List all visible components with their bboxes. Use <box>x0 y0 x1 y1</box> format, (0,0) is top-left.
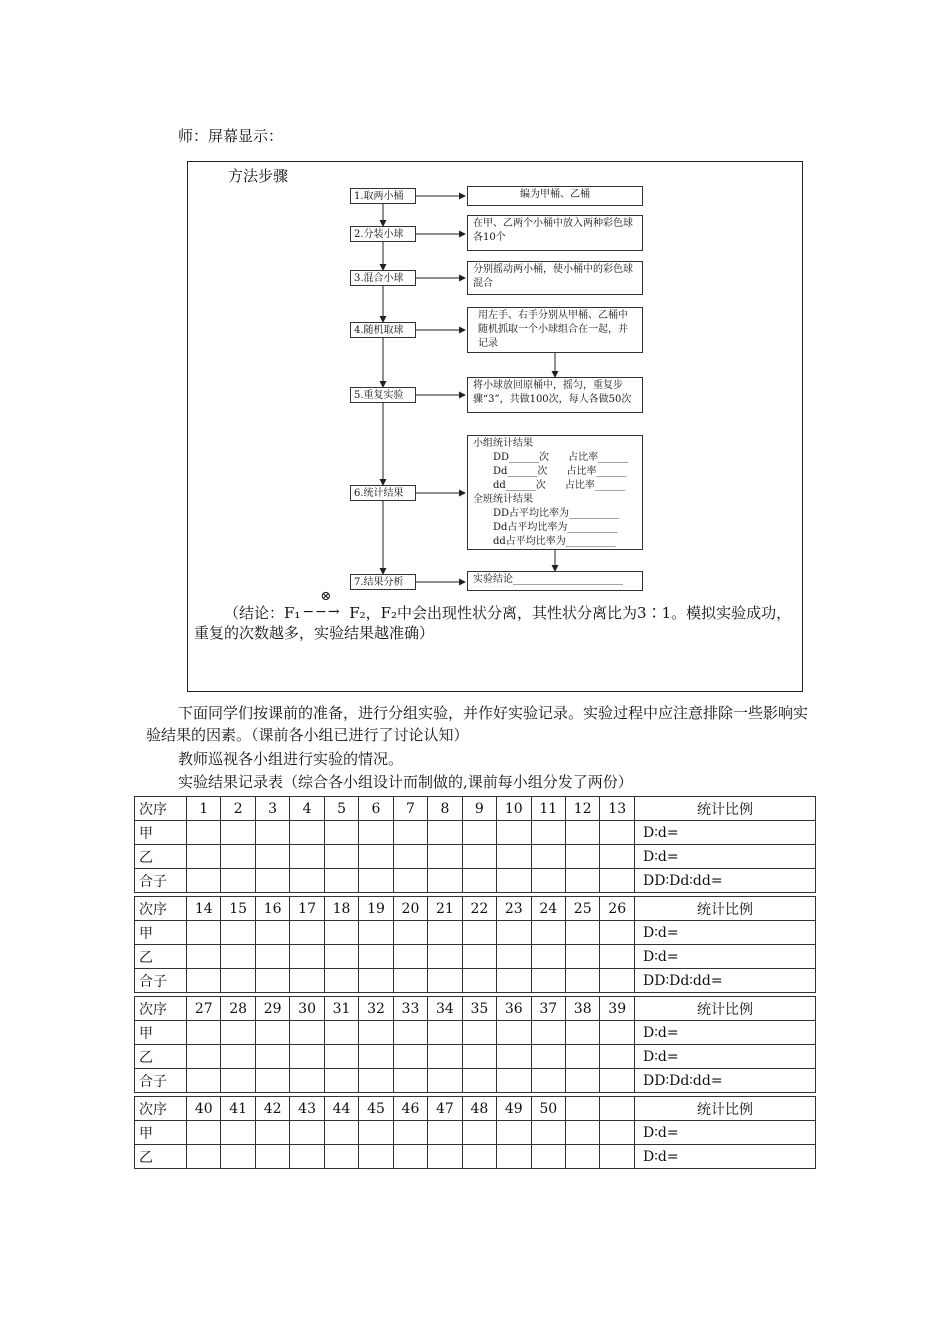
record-cell[interactable] <box>221 945 255 969</box>
record-cell[interactable] <box>359 945 393 969</box>
record-cell[interactable] <box>600 921 635 945</box>
record-cell[interactable] <box>393 869 427 893</box>
ratio-cell: D∶d= <box>635 1045 816 1069</box>
step-1: 1.取两小桶 <box>350 188 416 204</box>
selfing-icon: ⊗ <box>320 589 332 604</box>
ratio-cell: D∶d= <box>635 945 816 969</box>
record-cell[interactable] <box>600 945 635 969</box>
record-cell[interactable] <box>255 921 289 945</box>
group-stat-line: Dd______次 占比率______ <box>493 466 627 477</box>
row-label: 甲 <box>135 921 187 945</box>
record-cell[interactable] <box>255 1021 289 1045</box>
desc-3: 分别摇动两小桶，使小桶中的彩色球混合 <box>467 261 643 295</box>
ratio-cell: D∶d= <box>635 1021 816 1045</box>
record-cell[interactable] <box>324 969 358 993</box>
figure-title: 方法步骤 <box>228 167 289 185</box>
record-cell[interactable] <box>462 845 496 869</box>
record-cell[interactable] <box>290 845 324 869</box>
step-3: 3.混合小球 <box>350 270 416 286</box>
trial-number: 49 <box>497 1097 531 1121</box>
record-cell[interactable] <box>497 1069 531 1093</box>
record-cell[interactable] <box>290 1045 324 1069</box>
record-cell[interactable] <box>565 1045 599 1069</box>
trial-number: 39 <box>600 997 635 1021</box>
record-cell[interactable] <box>462 869 496 893</box>
record-cell[interactable] <box>324 921 358 945</box>
record-cell[interactable] <box>290 969 324 993</box>
record-cell[interactable] <box>428 869 462 893</box>
record-cell[interactable] <box>428 1069 462 1093</box>
record-cell[interactable] <box>497 1021 531 1045</box>
trial-number: 40 <box>187 1097 221 1121</box>
ratio-cell: D∶d= <box>635 821 816 845</box>
trial-number: 12 <box>565 797 599 821</box>
class-stat-line: DD占平均比率为__________ <box>493 508 620 519</box>
record-cell[interactable] <box>531 1121 565 1145</box>
class-stats-title: 全班统计结果 <box>473 494 533 505</box>
stat-ratio-header: 统计比例 <box>635 797 816 821</box>
record-cell[interactable] <box>187 869 221 893</box>
record-cell[interactable] <box>531 1045 565 1069</box>
record-cell[interactable] <box>221 969 255 993</box>
record-cell[interactable] <box>497 1121 531 1145</box>
row-label: 乙 <box>135 1145 187 1169</box>
table-row <box>135 1121 816 1145</box>
table-row <box>135 945 816 969</box>
record-cell[interactable] <box>428 945 462 969</box>
record-cell[interactable] <box>255 1145 289 1169</box>
group-stat-line: DD______次 占比率______ <box>493 452 629 463</box>
record-cell[interactable] <box>531 1069 565 1093</box>
record-cell[interactable] <box>531 1145 565 1169</box>
table-row <box>135 921 816 945</box>
record-cell[interactable] <box>497 869 531 893</box>
record-cell[interactable] <box>187 845 221 869</box>
step-4: 4.随机取球 <box>350 322 416 338</box>
table-header-row <box>135 1097 816 1121</box>
record-cell[interactable] <box>324 869 358 893</box>
table-header-row <box>135 797 816 821</box>
record-cell[interactable] <box>255 969 289 993</box>
trial-number: 38 <box>565 997 599 1021</box>
record-cell[interactable] <box>428 821 462 845</box>
trial-number: 35 <box>462 997 496 1021</box>
order-label: 次序 <box>135 997 187 1021</box>
record-cell[interactable] <box>255 821 289 845</box>
trial-number <box>565 1097 599 1121</box>
step-7: 7.结果分析 <box>350 574 416 590</box>
desc-2: 在甲、乙两个小桶中放入两种彩色球各10个 <box>467 215 643 251</box>
trial-number: 25 <box>565 897 599 921</box>
record-cell[interactable] <box>497 945 531 969</box>
stat-ratio-header: 统计比例 <box>635 1097 816 1121</box>
record-cell[interactable] <box>359 845 393 869</box>
trial-number: 31 <box>324 997 358 1021</box>
record-cell[interactable] <box>187 1045 221 1069</box>
trial-number: 5 <box>324 797 358 821</box>
record-cell[interactable] <box>462 945 496 969</box>
trial-number: 45 <box>359 1097 393 1121</box>
record-cell[interactable] <box>600 1021 635 1045</box>
record-cell[interactable] <box>565 1145 599 1169</box>
trial-number: 10 <box>497 797 531 821</box>
trial-number: 9 <box>462 797 496 821</box>
record-cell[interactable] <box>359 1069 393 1093</box>
trial-number: 4 <box>290 797 324 821</box>
record-cell[interactable] <box>187 1021 221 1045</box>
record-cell[interactable] <box>290 821 324 845</box>
step-6: 6.统计结果 <box>350 485 416 501</box>
class-stat-line: Dd占平均比率为__________ <box>493 522 618 533</box>
table-caption: 实验结果记录表（综合各小组设计而制做的,课前每小组分发了两份） <box>178 773 633 791</box>
table-row <box>135 869 816 893</box>
record-cell[interactable] <box>600 1121 635 1145</box>
trial-number: 19 <box>359 897 393 921</box>
record-cell[interactable] <box>324 1069 358 1093</box>
record-cell[interactable] <box>393 969 427 993</box>
record-cell[interactable] <box>497 921 531 945</box>
trial-number: 30 <box>290 997 324 1021</box>
record-cell[interactable] <box>359 921 393 945</box>
desc-5: 将小球放回原桶中，摇匀，重复步骤“3”，共做100次，每人各做50次 <box>467 377 643 413</box>
record-cell[interactable] <box>497 821 531 845</box>
record-cell[interactable] <box>221 821 255 845</box>
record-cell[interactable] <box>428 1021 462 1045</box>
table-header-row <box>135 997 816 1021</box>
trial-number: 16 <box>255 897 289 921</box>
record-cell[interactable] <box>565 869 599 893</box>
record-cell[interactable] <box>187 1121 221 1145</box>
record-cell[interactable] <box>393 921 427 945</box>
record-cell[interactable] <box>462 1121 496 1145</box>
record-cell[interactable] <box>255 945 289 969</box>
trial-number: 20 <box>393 897 427 921</box>
intro-text: 师：屏幕显示： <box>178 127 284 145</box>
row-label: 合子 <box>135 1069 187 1093</box>
record-cell[interactable] <box>255 845 289 869</box>
record-cell[interactable] <box>531 969 565 993</box>
record-cell[interactable] <box>428 1145 462 1169</box>
record-cell[interactable] <box>531 921 565 945</box>
order-label: 次序 <box>135 797 187 821</box>
record-cell[interactable] <box>428 1121 462 1145</box>
record-cell[interactable] <box>565 821 599 845</box>
record-cell[interactable] <box>290 1021 324 1045</box>
record-cell[interactable] <box>531 845 565 869</box>
ratio-cell: DD∶Dd∶dd= <box>635 869 816 893</box>
record-cell[interactable] <box>187 1145 221 1169</box>
record-cell[interactable] <box>600 1145 635 1169</box>
record-cell[interactable] <box>531 1021 565 1045</box>
record-cell[interactable] <box>497 845 531 869</box>
record-cell[interactable] <box>497 969 531 993</box>
record-cell[interactable] <box>187 945 221 969</box>
record-cell[interactable] <box>531 821 565 845</box>
stat-ratio-header: 统计比例 <box>635 897 816 921</box>
record-cell[interactable] <box>255 1121 289 1145</box>
record-cell[interactable] <box>255 1045 289 1069</box>
table-row <box>135 1021 816 1045</box>
trial-number: 11 <box>531 797 565 821</box>
record-cell[interactable] <box>324 821 358 845</box>
trial-number: 18 <box>324 897 358 921</box>
trial-number: 23 <box>497 897 531 921</box>
paragraph-2 <box>146 748 814 770</box>
record-cell[interactable] <box>462 921 496 945</box>
record-cell[interactable] <box>565 1069 599 1093</box>
record-cell[interactable] <box>497 1145 531 1169</box>
record-cell[interactable] <box>359 969 393 993</box>
method-figure <box>187 161 803 692</box>
trial-number: 14 <box>187 897 221 921</box>
record-cell[interactable] <box>324 845 358 869</box>
desc-1: 编为甲桶、乙桶 <box>467 186 643 206</box>
record-cell[interactable] <box>324 1145 358 1169</box>
conclusion <box>194 589 806 643</box>
table-header-row <box>135 897 816 921</box>
ratio-cell: D∶d= <box>635 1121 816 1145</box>
group-stats-title: 小组统计结果 <box>473 438 533 449</box>
trial-number: 41 <box>221 1097 255 1121</box>
row-label: 合子 <box>135 969 187 993</box>
group-stat-line: dd______次 占比率______ <box>493 480 625 491</box>
paragraph-1 <box>146 702 814 746</box>
record-cell[interactable] <box>290 921 324 945</box>
record-cell[interactable] <box>393 1121 427 1145</box>
table-row <box>135 821 816 845</box>
record-cell[interactable] <box>221 869 255 893</box>
record-cell[interactable] <box>428 921 462 945</box>
record-cell[interactable] <box>221 1021 255 1045</box>
record-cell[interactable] <box>393 1045 427 1069</box>
record-cell[interactable] <box>565 1121 599 1145</box>
trial-number: 24 <box>531 897 565 921</box>
record-cell[interactable] <box>359 821 393 845</box>
desc-7: 实验结论______________________ <box>467 571 643 591</box>
record-cell[interactable] <box>324 945 358 969</box>
trial-number: 3 <box>255 797 289 821</box>
row-label: 甲 <box>135 821 187 845</box>
record-cell[interactable] <box>221 1069 255 1093</box>
trial-number: 50 <box>531 1097 565 1121</box>
table-row <box>135 969 816 993</box>
desc-6-stats <box>467 435 643 550</box>
record-cell[interactable] <box>393 1021 427 1045</box>
trial-number: 26 <box>600 897 635 921</box>
record-cell[interactable] <box>565 1021 599 1045</box>
table-row <box>135 845 816 869</box>
ratio-cell: D∶d= <box>635 845 816 869</box>
table-row <box>135 1145 816 1169</box>
paragraph-1-text: 下面同学们按课前的准备，进行分组实验，并作好实验记录。实验过程中应注意排除一些影响实验结果的因素。（课前各小组已进行了讨论认知） <box>146 704 809 744</box>
record-cell[interactable] <box>600 869 635 893</box>
conclusion-start: （结论：F₁ <box>224 604 301 622</box>
order-label: 次序 <box>135 1097 187 1121</box>
desc-4: 用左手、右手分别从甲桶、乙桶中随机抓取一个小球组合在一起，并记录 <box>467 307 643 353</box>
step-5: 5.重复实验 <box>350 387 416 403</box>
stat-ratio-header: 统计比例 <box>635 997 816 1021</box>
trial-number <box>600 1097 635 1121</box>
record-cell[interactable] <box>359 869 393 893</box>
trial-number: 44 <box>324 1097 358 1121</box>
trial-number: 37 <box>531 997 565 1021</box>
trial-number: 22 <box>462 897 496 921</box>
trial-number: 43 <box>290 1097 324 1121</box>
trial-number: 8 <box>428 797 462 821</box>
record-cell[interactable] <box>393 1069 427 1093</box>
record-cell[interactable] <box>428 969 462 993</box>
record-cell[interactable] <box>221 845 255 869</box>
record-cell[interactable] <box>187 969 221 993</box>
trial-number: 17 <box>290 897 324 921</box>
record-cell[interactable] <box>187 1069 221 1093</box>
class-stat-line: dd占平均比率为__________ <box>493 536 616 547</box>
record-cell[interactable] <box>393 845 427 869</box>
trial-number: 2 <box>221 797 255 821</box>
record-cell[interactable] <box>462 1045 496 1069</box>
trial-number: 42 <box>255 1097 289 1121</box>
record-cell[interactable] <box>393 1145 427 1169</box>
order-label: 次序 <box>135 897 187 921</box>
record-cell[interactable] <box>462 1145 496 1169</box>
record-cell[interactable] <box>359 1121 393 1145</box>
record-cell[interactable] <box>462 821 496 845</box>
record-cell[interactable] <box>290 869 324 893</box>
record-cell[interactable] <box>428 845 462 869</box>
trial-number: 13 <box>600 797 635 821</box>
row-label: 乙 <box>135 1045 187 1069</box>
trial-number: 15 <box>221 897 255 921</box>
table-row <box>135 1069 816 1093</box>
trial-number: 34 <box>428 997 462 1021</box>
record-cell[interactable] <box>531 945 565 969</box>
record-cell[interactable] <box>565 921 599 945</box>
record-cell[interactable] <box>359 1045 393 1069</box>
trial-number: 6 <box>359 797 393 821</box>
record-cell[interactable] <box>462 1069 496 1093</box>
record-cell[interactable] <box>531 869 565 893</box>
record-cell[interactable] <box>290 1145 324 1169</box>
record-cell[interactable] <box>393 945 427 969</box>
table-row <box>135 1045 816 1069</box>
record-cell[interactable] <box>428 1045 462 1069</box>
row-label: 甲 <box>135 1121 187 1145</box>
record-cell[interactable] <box>324 1121 358 1145</box>
record-cell[interactable] <box>221 1121 255 1145</box>
ratio-cell: DD∶Dd∶dd= <box>635 969 816 993</box>
record-cell[interactable] <box>462 969 496 993</box>
record-cell[interactable] <box>600 969 635 993</box>
record-cell[interactable] <box>600 1069 635 1093</box>
ratio-cell: DD∶Dd∶dd= <box>635 1069 816 1093</box>
record-cell[interactable] <box>462 1021 496 1045</box>
trial-number: 29 <box>255 997 289 1021</box>
record-cell[interactable] <box>359 1021 393 1045</box>
trial-number: 48 <box>462 1097 496 1121</box>
record-cell[interactable] <box>187 821 221 845</box>
record-cell[interactable] <box>600 1045 635 1069</box>
record-cell[interactable] <box>290 1121 324 1145</box>
trial-number: 1 <box>187 797 221 821</box>
row-label: 乙 <box>135 945 187 969</box>
row-label: 合子 <box>135 869 187 893</box>
record-cell[interactable] <box>565 845 599 869</box>
record-cell[interactable] <box>497 1045 531 1069</box>
ratio-cell: D∶d= <box>635 921 816 945</box>
record-cell[interactable] <box>221 1045 255 1069</box>
selfing-arrow <box>300 589 344 620</box>
record-cell[interactable] <box>187 921 221 945</box>
record-cell[interactable] <box>600 845 635 869</box>
record-cell[interactable] <box>565 969 599 993</box>
row-label: 乙 <box>135 845 187 869</box>
conclusion-rest: F₂，F₂中会出现性状分离，其性状分离比为3∶1。模拟实验成功，重复的次数越多，实验结果越准确） <box>194 604 792 642</box>
ratio-cell: D∶d= <box>635 1145 816 1169</box>
record-cell[interactable] <box>324 1045 358 1069</box>
row-label: 甲 <box>135 1021 187 1045</box>
paragraph-3 <box>146 771 814 793</box>
record-cell[interactable] <box>393 821 427 845</box>
record-cell[interactable] <box>565 945 599 969</box>
record-table <box>134 796 816 1169</box>
trial-number: 33 <box>393 997 427 1021</box>
arrow-dash: −−→ <box>302 604 341 620</box>
record-cell[interactable] <box>255 1069 289 1093</box>
record-cell[interactable] <box>221 921 255 945</box>
trial-number: 7 <box>393 797 427 821</box>
record-cell[interactable] <box>359 1145 393 1169</box>
step-2: 2.分装小球 <box>350 226 416 242</box>
record-cell[interactable] <box>600 821 635 845</box>
paragraph-2-text: 教师巡视各小组进行实验的情况。 <box>178 750 404 768</box>
trial-number: 28 <box>221 997 255 1021</box>
record-cell[interactable] <box>324 1021 358 1045</box>
record-cell[interactable] <box>255 869 289 893</box>
trial-number: 27 <box>187 997 221 1021</box>
record-cell[interactable] <box>221 1145 255 1169</box>
record-cell[interactable] <box>290 945 324 969</box>
trial-number: 21 <box>428 897 462 921</box>
record-cell[interactable] <box>290 1069 324 1093</box>
trial-number: 46 <box>393 1097 427 1121</box>
trial-number: 36 <box>497 997 531 1021</box>
trial-number: 32 <box>359 997 393 1021</box>
trial-number: 47 <box>428 1097 462 1121</box>
